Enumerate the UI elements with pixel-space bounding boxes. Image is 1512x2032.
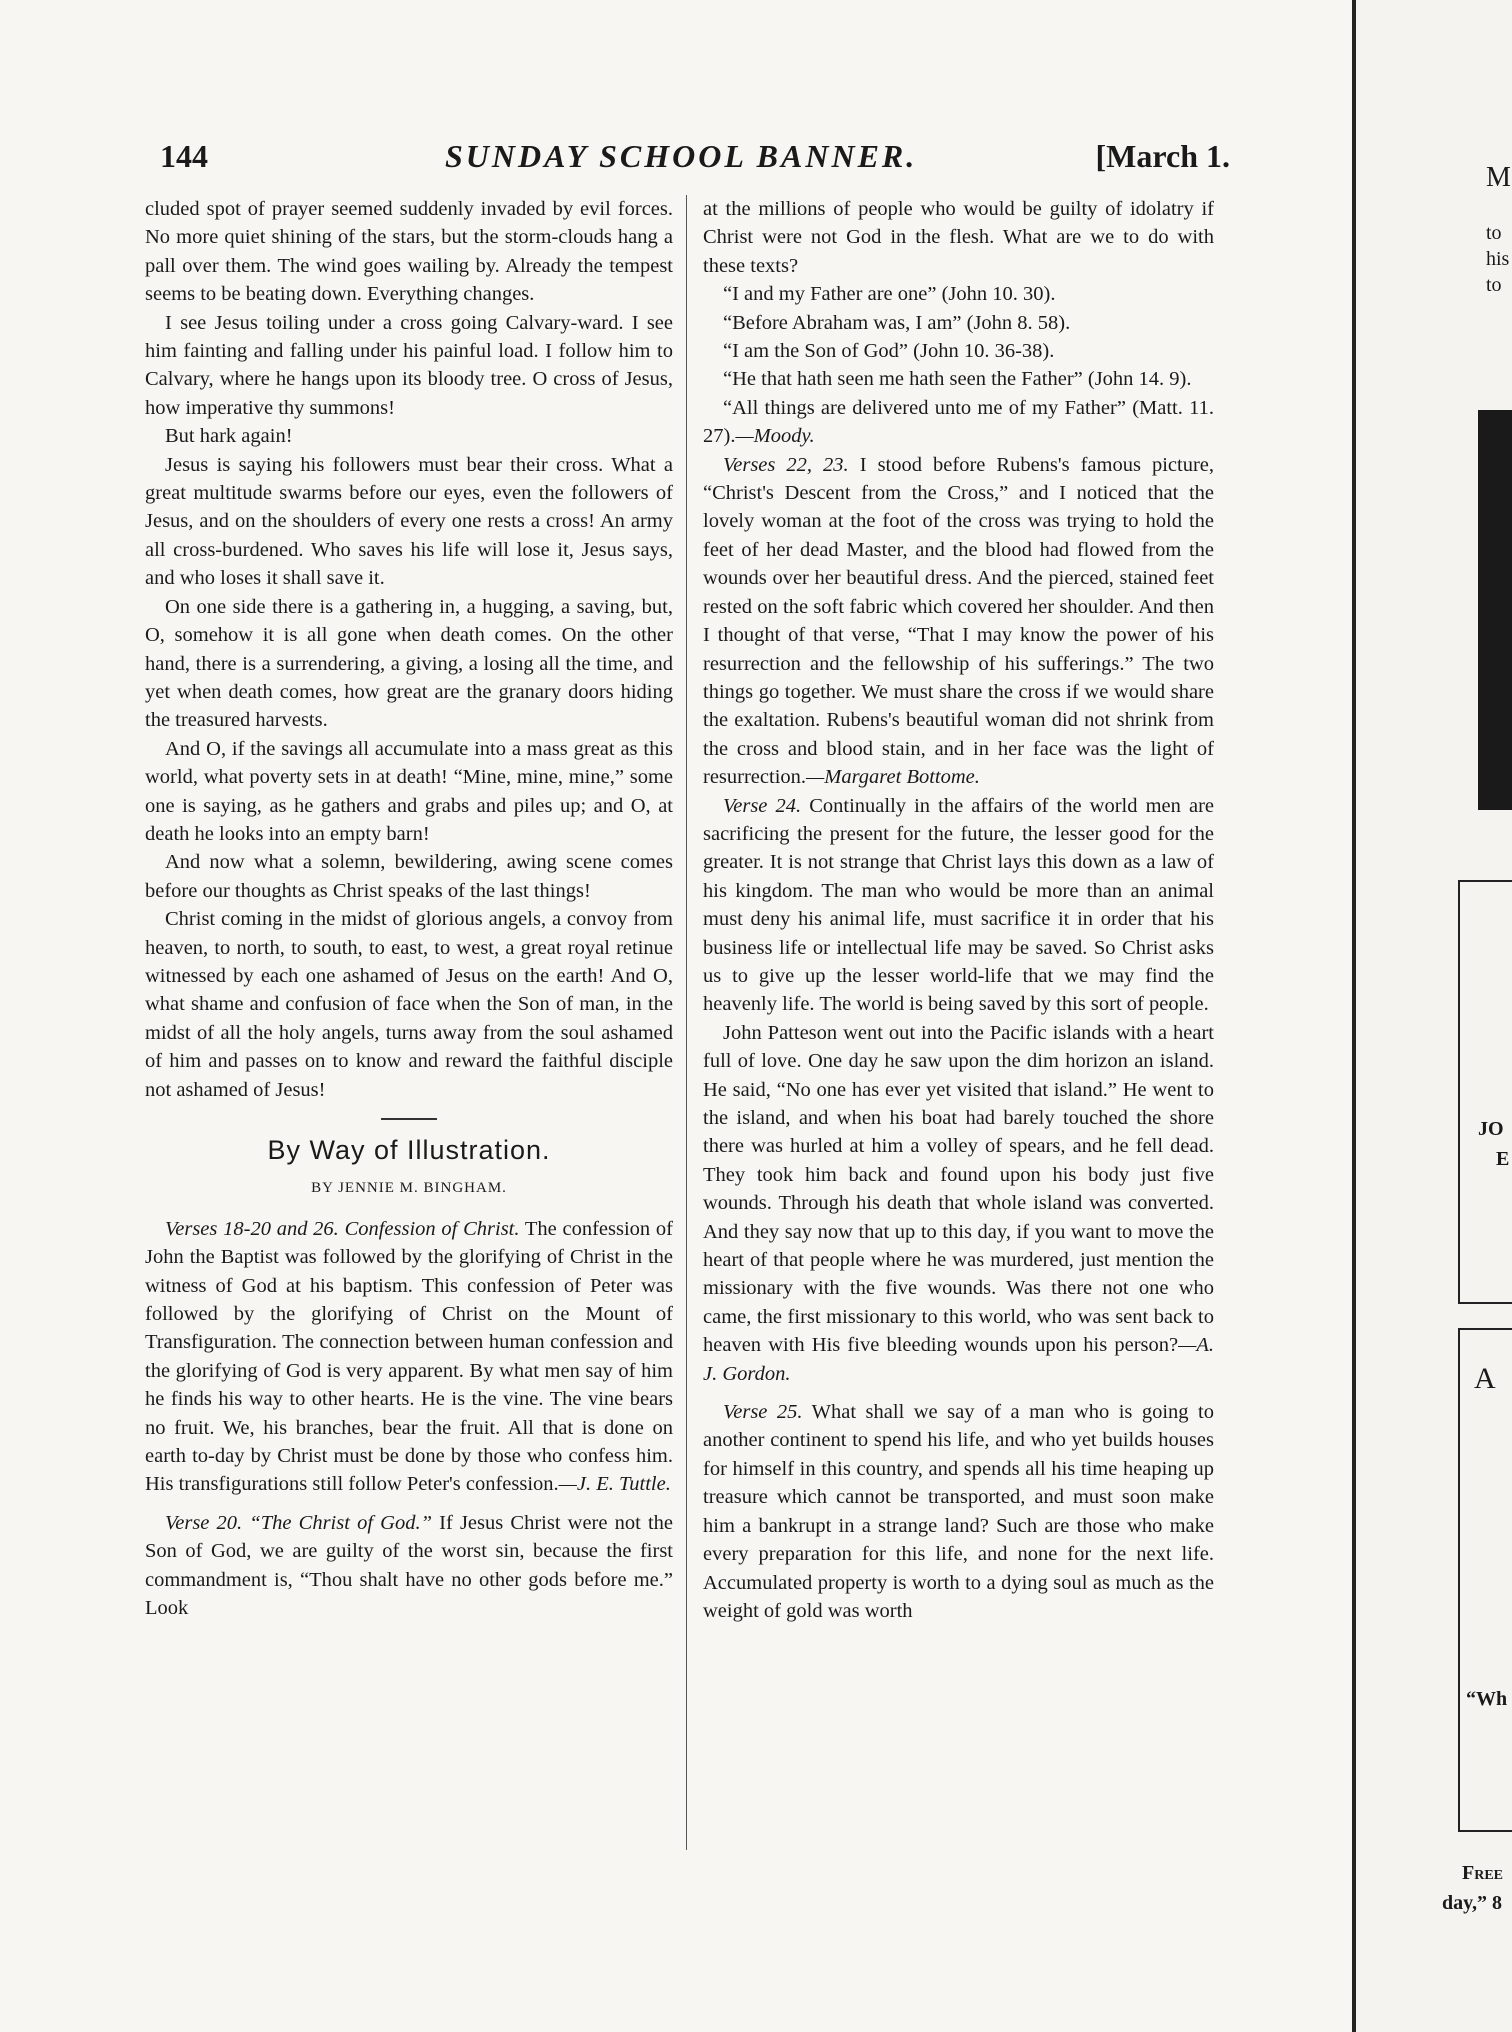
fragment: to (1486, 274, 1502, 296)
issue-date: [March 1. (1095, 138, 1230, 174)
advertisement-box (1458, 1328, 1512, 1832)
fragment: M (1486, 162, 1511, 193)
fragment: day,” 8 (1442, 1892, 1503, 1914)
fragment: E (1496, 1148, 1510, 1170)
entry-text: John Patteson went out into the Pacific islands with a heart full of love. One day he saw upon the dim horizon an island. He said, “No one has ever yet visited that island.” He went to the island, and when his boat had barely touched the shore there was hurled at him a volley of spears, and he fell dead. They took him back and found upon his body just five wounds. Through his death that whole island was converted. And they say now that up to this day, if you want to move the heart of that people where he was murdered, just mention the missionary with the five wounds. Was there not one who came, the first missionary to this world, who was sent back to heaven with His five bleeding wounds upon his person? (703, 1021, 1214, 1357)
verse-reference: Verses 22, 23. (723, 453, 849, 476)
scripture-quote: “All things are delivered unto me of my Father” (Matt. 11. 27).—Moody. (703, 396, 1214, 448)
paragraph: at the millions of people who would be guilty of idolatry if Christ were not God in the flesh. What are we to do with these texts? (703, 198, 1214, 277)
right-column (703, 195, 1214, 1625)
entry-attribution: —A. J. Gordon. (703, 1334, 1214, 1385)
quote-attribution: —Moody. (735, 425, 815, 448)
paragraph: Jesus is saying his followers must bear their cross. What a great multitude swarms before our eyes, even the followers of Jesus, and on the shoulders of every one rests a cross! An army all cross-burdened. Who saves his life will lose it, Jesus says, and who loses it shall save it. (145, 453, 673, 590)
entry-attribution: —Margaret Bottome. (806, 766, 980, 789)
adjacent-page (1356, 0, 1512, 2032)
paragraph: On one side there is a gathering in, a hugging, a saving, but, O, somehow it is all gone when death comes. On the other hand, there is a surrendering, a giving, a losing all the time, and yet when death comes, how great are the granary doors hiding the treasured harvests. (145, 595, 673, 732)
entry-text: Continually in the affairs of the world men are sacrificing the present for the future, the lesser good for the greater. It is not strange that Christ lays this down as a law of his kingdom. The man who would be more than an animal must deny his animal life, must sacrifice it in order that his business life or intellectual life may be saved. So Christ asks us to give up the lesser world-life that we may find the heavenly life. The world is being saved by this sort of people. (703, 794, 1214, 1016)
fragment: to (1486, 222, 1502, 244)
illustration-entry (145, 1215, 673, 1499)
left-column (145, 195, 673, 1623)
fragment: “Wh (1466, 1688, 1508, 1710)
column-divider (686, 195, 687, 1850)
fragment: his (1486, 248, 1510, 270)
entry-heading: Confession of Christ. (344, 1217, 520, 1240)
advertisement-box (1458, 880, 1512, 1304)
entry-heading: “The Christ of God.” (249, 1511, 432, 1534)
section-divider (381, 1118, 437, 1120)
fragment: JO (1478, 1118, 1504, 1140)
scripture-quote: “I am the Son of God” (John 10. 36-38). (723, 340, 1055, 363)
illustration-entry (703, 1398, 1214, 1625)
entry-text: If Jesus Christ were not the Son of God, we are guilty of the worst sin, because the first commandment is, “Thou shalt have no other gods before me.” Look (145, 1511, 674, 1620)
paragraph: Christ coming in the midst of glorious angels, a convoy from heaven, to north, to south, to east, to west, a great royal retinue witnessed by each one ashamed of Jesus on the earth! And O, what shame and confusion of face when the Son of man, in the midst of all the holy angels, turns away from the soul ashamed of him and passes on to know and reward the faithful disciple not ashamed of Jesus! (145, 908, 673, 1101)
illustration-entry (703, 792, 1214, 1019)
illustration-entry (703, 451, 1214, 792)
running-title: SUNDAY SCHOOL BANNER. (445, 138, 918, 174)
paragraph: I see Jesus toiling under a cross going Calvary-ward. I see him fainting and falling under his painful load. I follow him to Calvary, where he hangs upon its bloody tree. O cross of Jesus, how imperative thy summons! (145, 311, 673, 419)
scripture-quote: “He that hath seen me hath seen the Father” (John 14. 9). (723, 368, 1192, 391)
verse-reference: Verses 18-20 and 26. (165, 1217, 339, 1240)
verse-reference: Verse 20. (165, 1511, 243, 1534)
paragraph: cluded spot of prayer seemed suddenly invaded by evil forces. No more quiet shining of the stars, but the storm-clouds hang a pall over them. The wind goes wailing by. Already the tempest seems to be beating down. Everything changes. (145, 198, 673, 306)
paragraph: And now what a solemn, bewildering, awing scene comes before our thoughts as Christ speaks of the last things! (145, 851, 673, 902)
page-header (160, 138, 1230, 178)
verse-reference: Verse 24. (723, 794, 802, 817)
advertisement-image (1478, 410, 1512, 810)
entry-text: I stood before Rubens's famous picture, “Christ's Descent from the Cross,” and I noticed that the lovely woman at the foot of the cross was trying to hold the feet of her dead Master, and the blood had flowed from the wounds over her beautiful dress. And the pierced, stained feet rested on the soft fabric which covered her shoulder. And then I thought of that verse, “That I may know the power of his resurrection and the fellowship of his sufferings.” The two things go together. We must share the cross if we would share the exaltation. Rubens's beautiful woman did not shrink from the cross and blood stain, and in her face was the light of resurrection. (703, 453, 1214, 789)
paragraph: And O, if the savings all accumulate into a mass great as this world, what poverty sets in at death! “Mine, mine, mine,” some one is saying, as he gathers and grabs and piles up; and O, at death he looks into an empty barn! (145, 737, 673, 845)
entry-attribution: —J. E. Tuttle. (558, 1473, 671, 1496)
byline: BY JENNIE M. BINGHAM. (311, 1180, 507, 1197)
illustration-entry (703, 1019, 1214, 1388)
verse-reference: Verse 25. (723, 1401, 803, 1424)
fragment: Free (1462, 1862, 1504, 1884)
scripture-quote: “I and my Father are one” (John 10. 30). (723, 283, 1056, 306)
section-title: By Way of Illustration. (267, 1135, 551, 1165)
entry-text: What shall we say of a man who is going to another continent to spend his life, and who yet builds houses for himself in this country, and spends all his time heaping up treasure which cannot be transported, and must soon make him a bankrupt in a strange land? Such are those who make every preparation for this life, and none for the next life. Accumulated property is worth to a dying soul as much as the weight of gold was worth (703, 1401, 1214, 1622)
fragment: A (1474, 1362, 1496, 1395)
entry-text: The confession of John the Baptist was followed by the glorifying of Christ in the witness of God at his baptism. This confession of Peter was followed by the glorifying of Christ on the Mount of Transfiguration. The connection between human confession and the glorifying of God is very apparent. By what men say of him he finds his way to other hearts. He is the vine. The vine bears no fruit. We, his branches, bear the fruit. All that is done on earth to-day by Christ must be done by those who confess him. His transfigurations still follow Peter's confession. (145, 1217, 673, 1496)
paragraph: But hark again! (165, 425, 293, 448)
page-number: 144 (160, 138, 208, 174)
illustration-entry (145, 1509, 673, 1623)
scripture-quote: “Before Abraham was, I am” (John 8. 58). (723, 311, 1071, 334)
